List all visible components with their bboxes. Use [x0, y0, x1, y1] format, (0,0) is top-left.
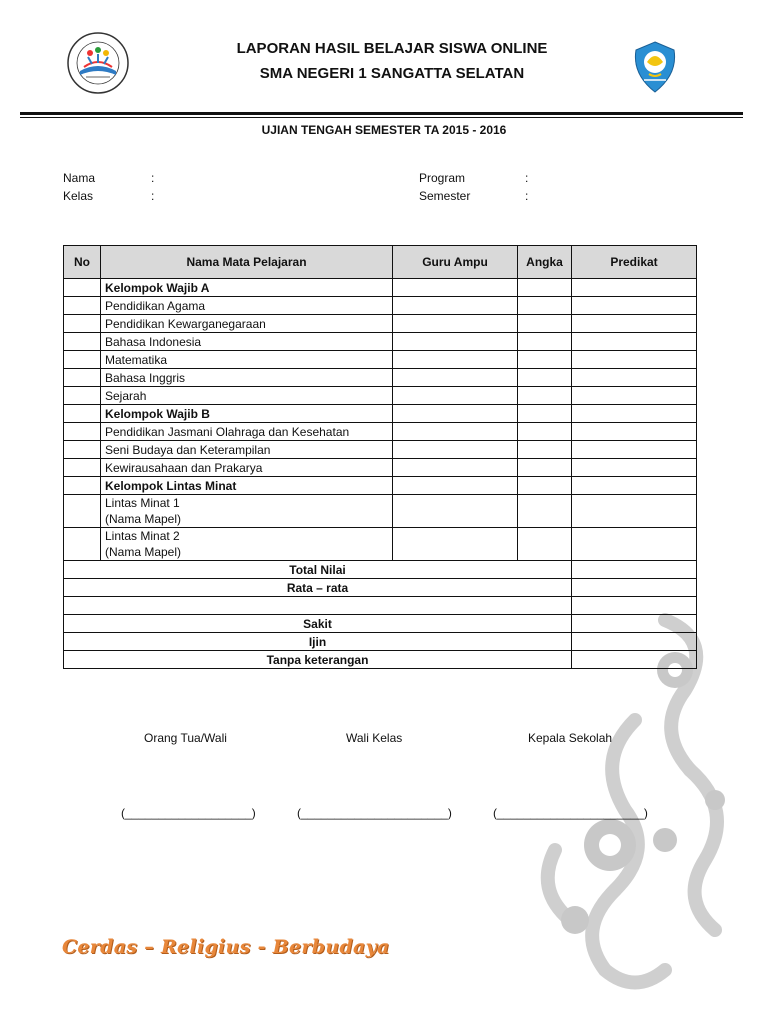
kelas-label: Kelas	[63, 189, 94, 203]
table-row	[64, 297, 697, 315]
lintas-minat-cell	[101, 528, 393, 561]
lintas-minat-name: Lintas Minat 1	[105, 496, 180, 510]
signature-principal-line: (______________________)	[493, 806, 648, 820]
subject-name: Bahasa Inggris	[101, 369, 393, 387]
average-label: Rata – rata	[64, 579, 572, 597]
signature-parent-line: (___________________)	[121, 806, 256, 820]
table-row	[64, 528, 697, 561]
table-row	[64, 351, 697, 369]
tanpa-keterangan-label: Tanpa keterangan	[64, 651, 572, 669]
grades-table	[63, 245, 697, 669]
program-colon: :	[525, 171, 529, 185]
nama-colon: :	[151, 171, 155, 185]
attendance-row	[64, 633, 697, 651]
lintas-minat-subject: (Nama Mapel)	[105, 545, 182, 559]
signature-parent-label: Orang Tua/Wali	[144, 731, 227, 745]
ijin-label: Ijin	[64, 633, 572, 651]
table-row	[64, 369, 697, 387]
header-subject: Nama Mata Pelajaran	[101, 246, 393, 279]
school-motto: Cerdas – Religius - Berbudaya	[62, 936, 390, 958]
semester-colon: :	[525, 189, 529, 203]
semester-label: Semester	[419, 189, 471, 203]
group-row	[64, 477, 697, 495]
spacer-row	[64, 597, 697, 615]
lintas-minat-name: Lintas Minat 2	[105, 529, 180, 543]
header-teacher: Guru Ampu	[393, 246, 518, 279]
signature-homeroom-label: Wali Kelas	[346, 731, 403, 745]
group-row	[64, 405, 697, 423]
group-label: Kelompok Lintas Minat	[101, 477, 393, 495]
subject-name: Matematika	[101, 351, 393, 369]
subject-name: Pendidikan Agama	[101, 297, 393, 315]
signature-homeroom-line: (______________________)	[297, 806, 452, 820]
subject-name: Pendidikan Kewarganegaraan	[101, 315, 393, 333]
school-name: SMA NEGERI 1 SANGATTA SELATAN	[259, 65, 525, 82]
lintas-minat-cell	[101, 495, 393, 528]
table-row	[64, 315, 697, 333]
header-divider-thin	[20, 117, 743, 118]
average-row	[64, 579, 697, 597]
header-divider-thick	[20, 112, 743, 115]
total-row	[64, 561, 697, 579]
education-emblem	[630, 40, 680, 94]
header-score: Angka	[518, 246, 572, 279]
header-grade: Predikat	[572, 246, 697, 279]
group-label: Kelompok Wajib B	[101, 405, 393, 423]
group-row	[64, 279, 697, 297]
total-label: Total Nilai	[64, 561, 572, 579]
program-label: Program	[419, 171, 466, 185]
lintas-minat-subject: (Nama Mapel)	[105, 512, 182, 526]
table-row	[64, 423, 697, 441]
attendance-row	[64, 651, 697, 669]
table-row	[64, 459, 697, 477]
table-row	[64, 333, 697, 351]
sakit-label: Sakit	[64, 615, 572, 633]
group-label: Kelompok Wajib A	[101, 279, 393, 297]
nama-label: Nama	[63, 171, 96, 185]
table-row	[64, 495, 697, 528]
table-row	[64, 441, 697, 459]
subject-name: Seni Budaya dan Keterampilan	[101, 441, 393, 459]
attendance-row	[64, 615, 697, 633]
subject-name: Sejarah	[101, 387, 393, 405]
report-title: LAPORAN HASIL BELAJAR SISWA ONLINE	[236, 40, 548, 57]
kelas-colon: :	[151, 189, 155, 203]
table-header-row	[64, 246, 697, 279]
subject-name: Kewirausahaan dan Prakarya	[101, 459, 393, 477]
signature-principal-label: Kepala Sekolah	[528, 731, 613, 745]
table-row	[64, 387, 697, 405]
subject-name: Bahasa Indonesia	[101, 333, 393, 351]
subject-name: Pendidikan Jasmani Olahraga dan Kesehatan	[101, 423, 393, 441]
header-no: No	[64, 246, 101, 279]
exam-title: UJIAN TENGAH SEMESTER TA 2015 - 2016	[261, 123, 507, 137]
